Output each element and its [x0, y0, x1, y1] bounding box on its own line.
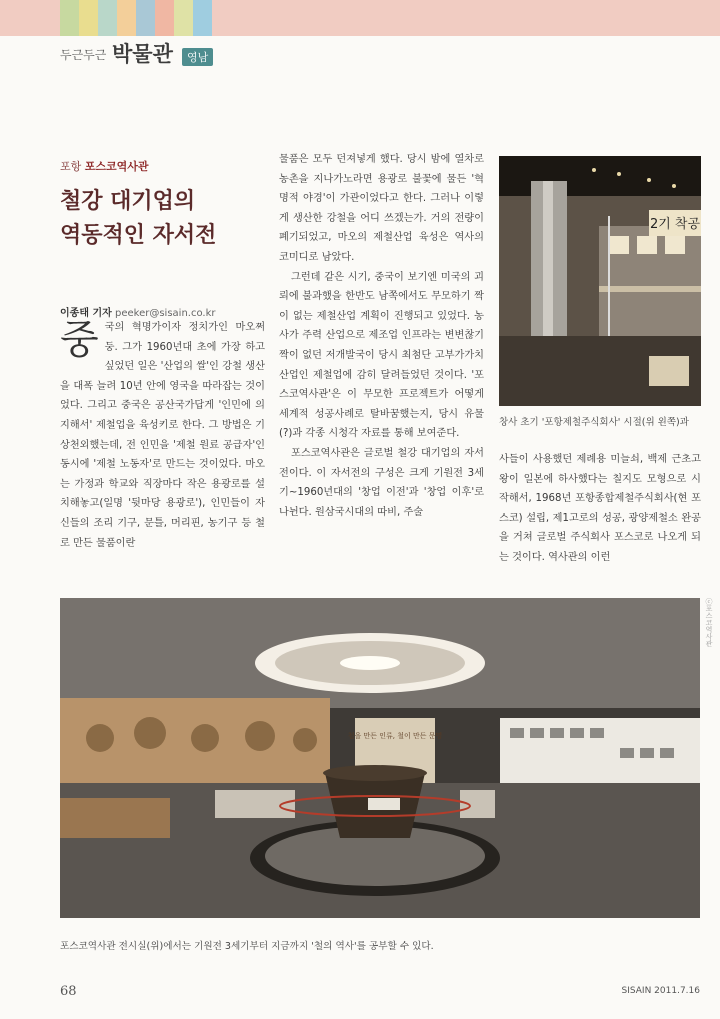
body-paragraph-2c: 포스코역사관은 글로벌 철강 대기업의 자서전이다. 이 자서전의 구성은 크게 기원전 3세기~1960년대의 '창업 이전'과 '창업 이후'로 나뉜다. 원삼국시대의 따비, 주술 [279, 447, 484, 518]
byline-email: peeker@sisain.co.kr [114, 308, 216, 319]
kicker-museum: 포스코역사관 [84, 160, 149, 173]
region-badge: 영남 [182, 48, 213, 66]
kicker-place: 포항 [60, 160, 82, 173]
color-stripe [60, 0, 79, 36]
top-color-band [0, 0, 720, 36]
sign-text: 2기 착공 [649, 217, 701, 232]
color-stripe [98, 0, 117, 36]
kicker [60, 158, 149, 174]
body-column-1 [60, 318, 265, 553]
color-stripe [155, 0, 174, 36]
photo-credit: ⓒ포스코역사관 [705, 598, 713, 647]
body-column-3 [499, 450, 701, 568]
headline-line-2: 역동적인 자서전 [60, 222, 217, 248]
byline-name: 이종태 기자 [60, 308, 112, 319]
section-title: 박물관 [112, 42, 173, 66]
body-paragraph-2a: 물품은 모두 던져넣게 했다. 당시 밤에 열차로 농촌을 지나가노라면 용광로 불꽃에 물든 '혁명적 야경'이 가관이었다고 한다. 그러나 이렇게 생산한 강철을 어디 쓰겠는가. 거의 전량이 폐기되었고, 마오의 제철산업 육성은 역사의 코미디로 남았다. [279, 154, 484, 263]
dropcap: 중 [60, 317, 99, 363]
color-stripe [117, 0, 136, 36]
body-text-3: 사들이 사용했던 제례용 미늘쇠, 백제 근초고왕이 일본에 하사했다는 칠지도 모형으로 시작해서, 1968년 포항종합제철주식회사(현 포스코) 설립, 제1고로의 성공, 광양제철소 완공을 거쳐 글로벌 주식회사 포스코로 나오게 되는 것이다. 역사관의 이런 [499, 454, 701, 563]
issue-info: SISAIN 2011.7.16 [621, 986, 700, 996]
exhibit-panel-text: 철을 만든 인류, 철이 만든 문명 [347, 732, 443, 740]
body-paragraph-2b: 그런데 같은 시기, 중국이 보기엔 미국의 괴뢰에 불과했을 한반도 남쪽에서도 무모하기 짝이 없는 제철산업 계획이 진행되고 있었다. 농사가 주력 산업으로 제조업 인프라는 변변찮기 짝이 없던 저개발국이 당시 최첨단 고부가가치 산업인 제철업에 감히 달려들었던 것이다. '포스코역사관'은 이 무모한 프로젝트가 어떻게 세계적 성공사례로 탈바꿈했는지, 당시 유물(?)과 각종 시청각 자료를 통해 보여준다. [279, 271, 484, 440]
top-photo-caption: 창사 초기 '포항제철주식회사' 시절(위 왼쪽)과 [499, 417, 689, 428]
page-number: 68 [60, 984, 77, 999]
main-photo-caption: 포스코역사관 전시실(위)에서는 기원전 3세기부터 지금까지 '철의 역사'를 공부할 수 있다. [60, 941, 434, 952]
color-stripe [193, 0, 212, 36]
headline-line-1: 철강 대기업의 [60, 188, 196, 214]
color-stripe [174, 0, 193, 36]
exhibition-hall-photo [60, 598, 700, 918]
body-column-2 [279, 150, 484, 522]
historic-office-photo [499, 156, 701, 406]
color-stripe [79, 0, 98, 36]
headline [60, 184, 270, 252]
body-text-1: 국의 혁명가이자 정치가인 마오쩌둥. 그가 1960년대 초에 가장 하고 싶었던 일은 '산업의 쌀'인 강철 생산을 대폭 늘려 10년 안에 영국을 따라잡는 것이었다. 그리고 중국은 공산국가답게 '인민에 의지해서' 제철업을 육성키로 한다. 그 방법은 기상천외했는데, 전 인민을 '제철 원료 공급자'인 동시에 '제철 노동자'로 만드는 것이었다. 마오는 가정과 학교와 직장마다 작은 용광로를 설치해놓고(일명 '뒷마당 용광로'), 인민들이 자신들의 조리 기구, 문틀, 머리핀, 농기구 등 철로 만든 물품이란 [60, 322, 265, 549]
color-stripe [136, 0, 155, 36]
section-label: 두근두근 [60, 48, 107, 62]
color-stripes [60, 0, 212, 36]
